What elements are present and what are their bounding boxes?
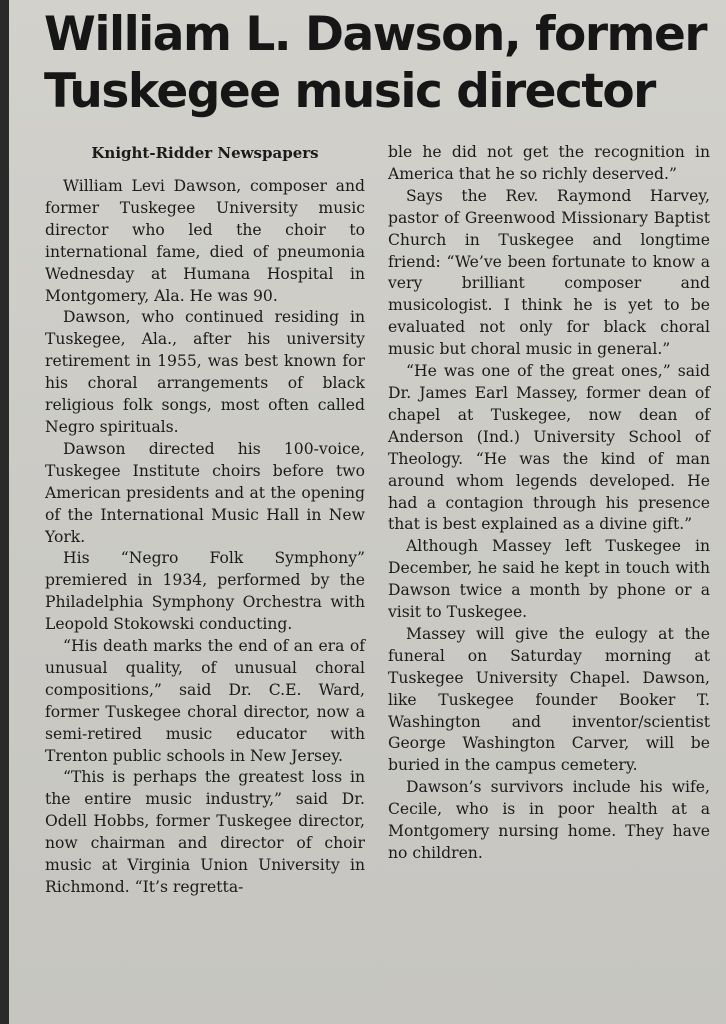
left-column <box>45 142 365 899</box>
paragraph: His “Negro Folk Symphony” premiered in 1934, performed by the Philadelphia Symphony Orchestra with Leopold Stokowski conducting. <box>45 549 365 634</box>
paragraph: “His death marks the end of an era of unusual quality, of unusual choral compositions,” said Dr. C.E. Ward, former Tuskegee choral director, now a semi-retired music educator with Trenton public schools in New Jersey. <box>45 637 365 765</box>
paragraph: Says the Rev. Raymond Harvey, pastor of Greenwood Missionary Baptist Church in Tuskegee and longtime friend: “We’ve been fortunate to know a very brilliant composer and musicologist. I think he is yet to be evaluated not only for black choral music but choral music in general.” <box>388 186 710 359</box>
paragraph: William Levi Dawson, composer and former Tuskegee University music director who led the choir to international fame, died of pneumonia Wednesday at Humana Hospital in Montgomery, Ala. He was 90. <box>45 177 365 305</box>
paragraph: Massey will give the eulogy at the funeral on Saturday morning at Tuskegee University Chapel. Dawson, like Tuskegee founder Booker T. Washington and inventor/scientist George Washington Carver, will be buried in the campus cemetery. <box>388 624 710 775</box>
paragraph: Dawson directed his 100-voice, Tuskegee Institute choirs before two American presidents and at the opening of the International Music Hall in New York. <box>45 439 365 546</box>
paragraph: “This is perhaps the greatest loss in the entire music industry,” said Dr. Odell Hobbs, former Tuskegee director, now chairman and director of choir music at Virginia Union University in Richmond. “It’s regretta- <box>45 768 365 896</box>
paragraph: Dawson’s survivors include his wife, Cecile, who is in poor health at a Montgomery nursing home. They have no children. <box>388 778 710 862</box>
clipping-edge <box>0 0 9 1024</box>
right-column <box>388 142 710 865</box>
byline: Knight-Ridder Newspapers <box>91 144 319 162</box>
paragraph: Dawson, who continued residing in Tuskegee, Ala., after his university retirement in 1955, was best known for his choral arrangements of black religious folk songs, most often called Negro spirituals. <box>45 308 365 436</box>
paragraph-continuation: ble he did not get the recognition in America that he so richly deserved.” <box>388 143 710 183</box>
headline <box>44 6 714 120</box>
paragraph: Although Massey left Tuskegee in December, he said he kept in touch with Dawson twice a month by phone or a visit to Tuskegee. <box>388 537 710 622</box>
headline-line-2: Tuskegee music director <box>44 64 655 119</box>
headline-line-1: William L. Dawson, former <box>44 7 707 62</box>
paragraph: “He was one of the great ones,” said Dr. James Earl Massey, former dean of chapel at Tuskegee, now dean of Anderson (Ind.) University School of Theology. “He was the kind of man around whom legends developed. He had a contagion through his presence that is best explained as a divine gift.” <box>388 362 710 534</box>
